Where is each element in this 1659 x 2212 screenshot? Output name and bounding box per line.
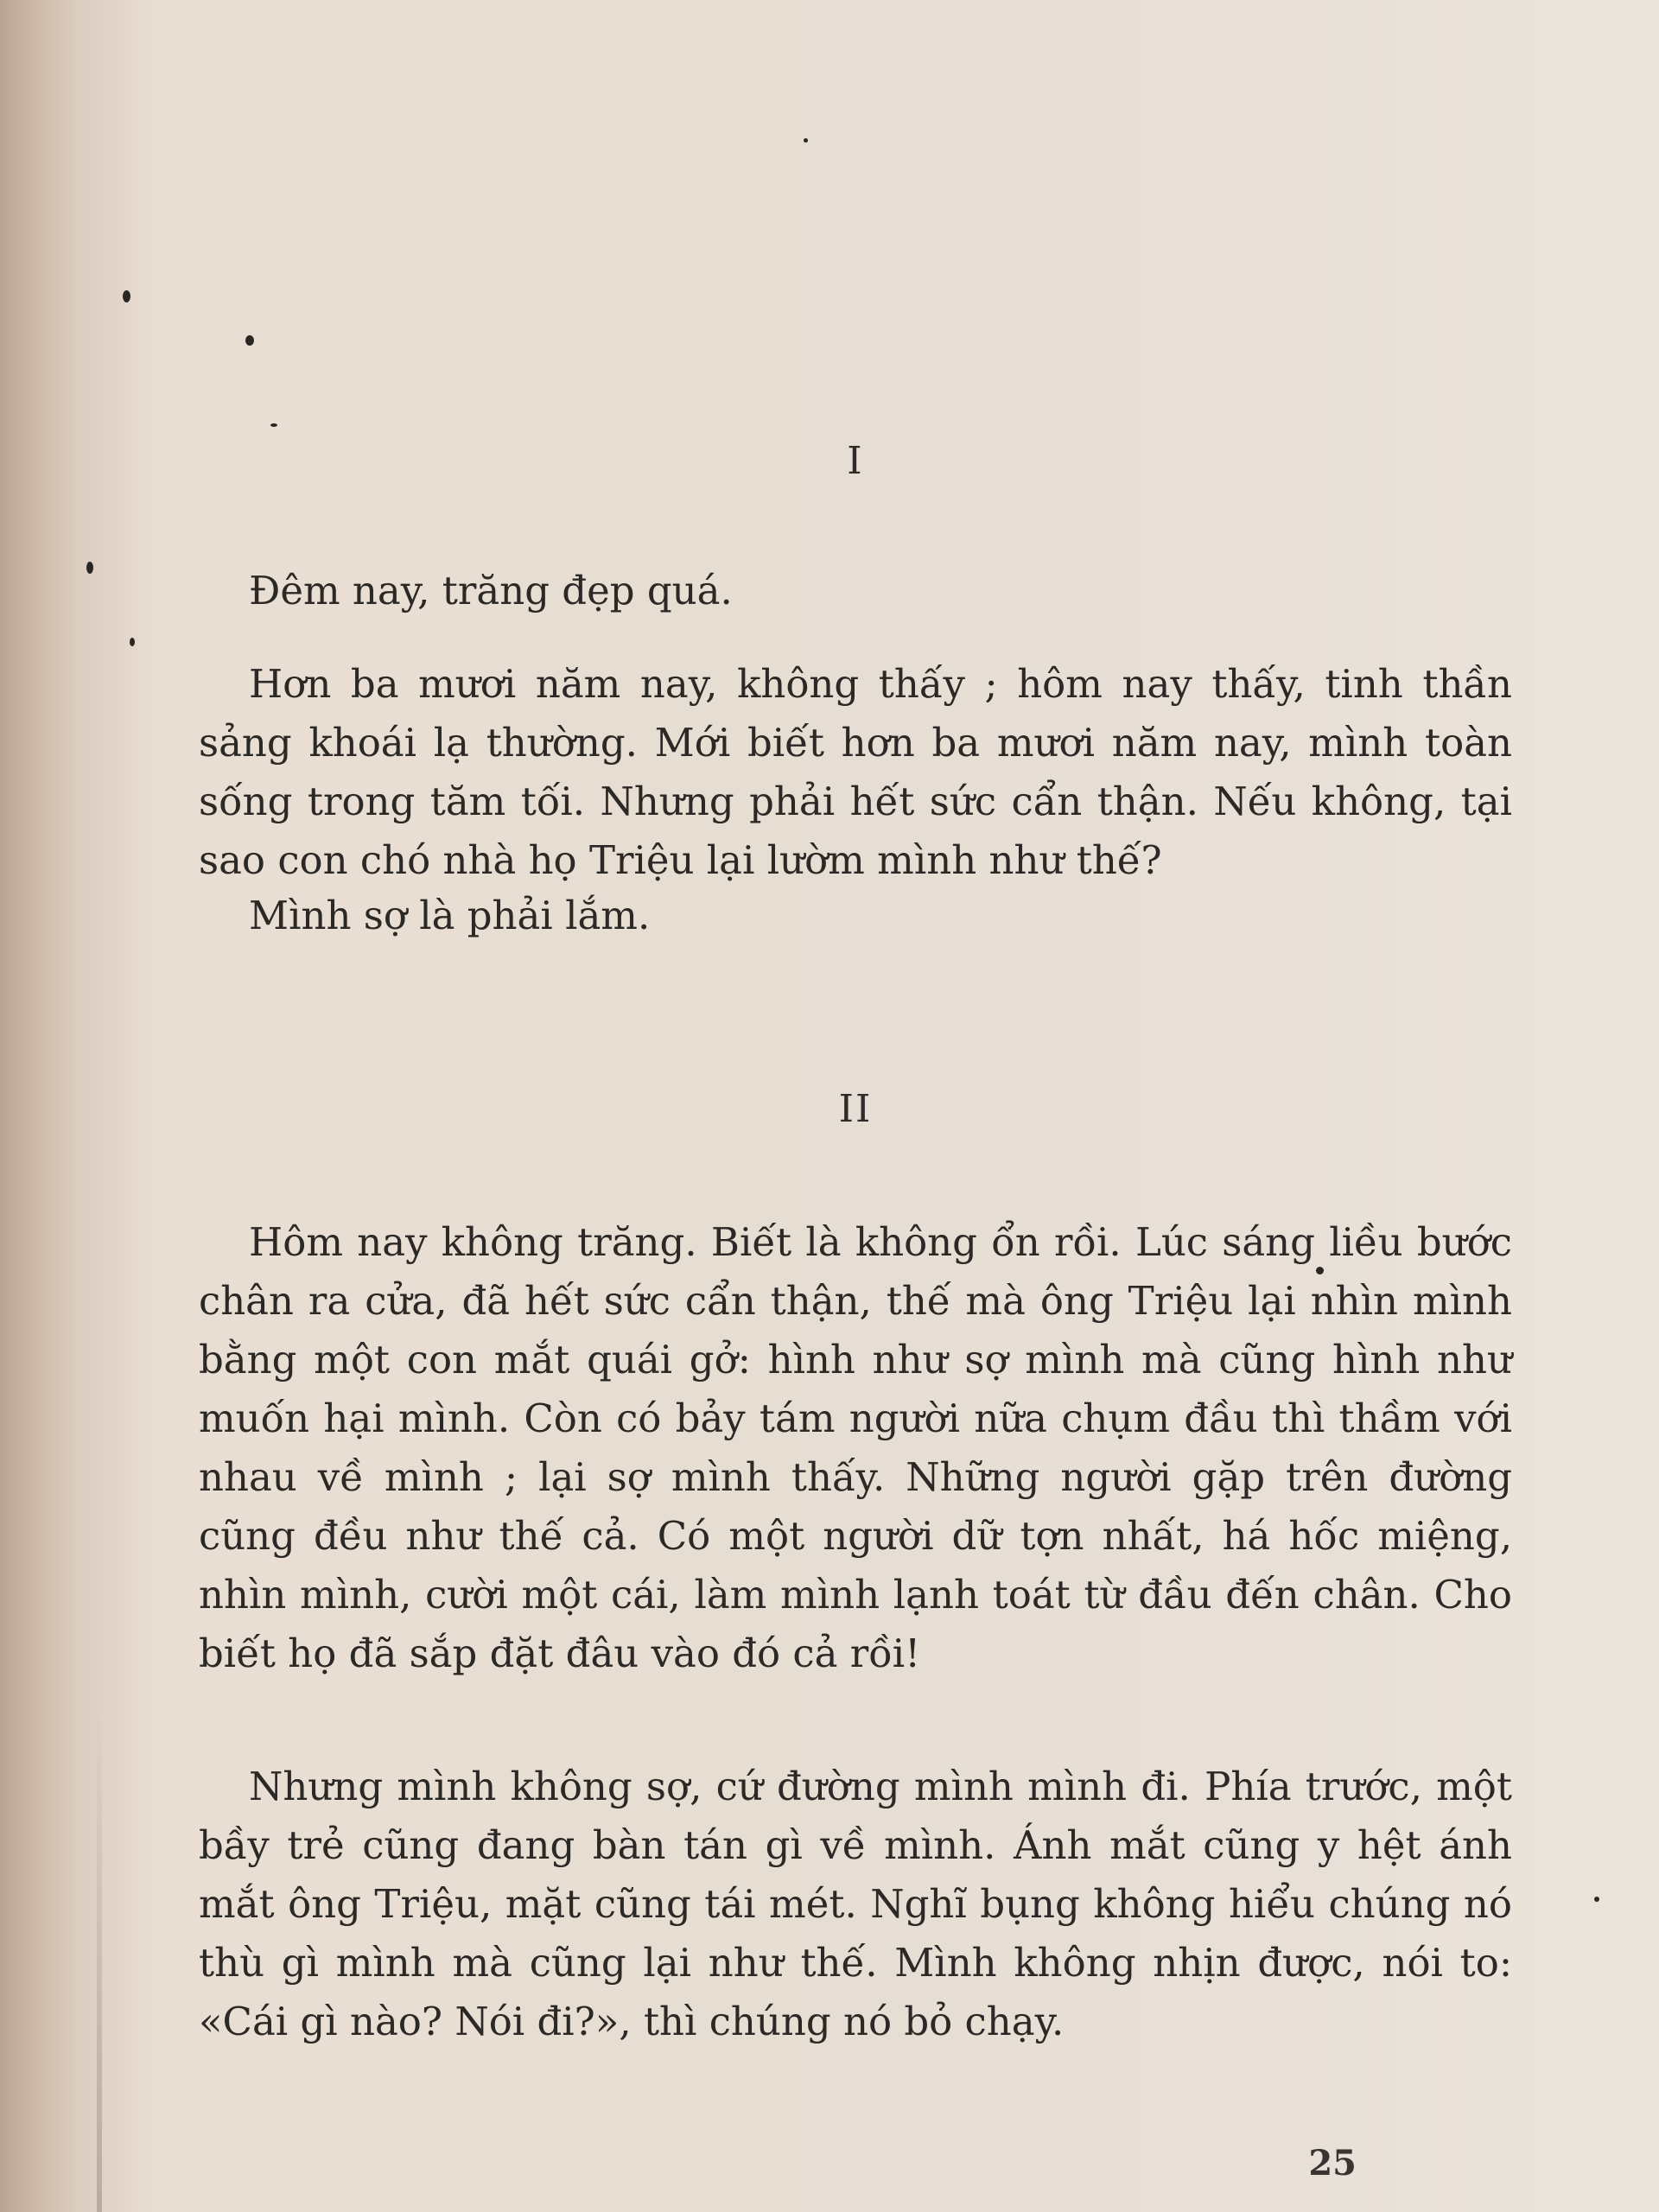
section-heading-1: I: [847, 439, 864, 483]
ink-speck: [86, 562, 93, 574]
book-binding-edge: [97, 1711, 102, 2212]
section-heading-2: II: [838, 1087, 873, 1131]
paragraph: Đêm nay, trăng đẹp quá.: [249, 568, 733, 613]
paragraph: Hôm nay không trăng. Biết là không ổn rồi. Lúc sáng liều bước chân ra cửa, đã hết sức cẩn thận, thế mà ông Triệu lại nhìn mình bằng một con mắt quái gở: hình như sợ mình mà cũng hình như muốn hại mình. Còn có bảy tám người nữa chụm đầu thì thầm với nhau về mình ; lại sợ mình thấy. Những người gặp trên đường cũng đều như thế cả. Có một người dữ tợn nhất, há hốc miệng, nhìn mình, cười một cái, làm mình lạnh toát từ đầu đến chân. Cho biết họ đã sắp đặt đâu vào đó cả rồi!: [199, 1219, 1512, 1676]
ink-speck: [130, 638, 135, 646]
book-spine-shadow: [0, 0, 156, 2212]
page-number: 25: [1308, 2143, 1357, 2183]
book-page: [199, 0, 1512, 2212]
ink-speck: [123, 290, 130, 302]
paragraph: Nhưng mình không sợ, cứ đường mình mình đi. Phía trước, một bầy trẻ cũng đang bàn tán gì về mình. Ánh mắt cũng y hệt ánh mắt ông Triệu, mặt cũng tái mét. Nghĩ bụng không hiểu chúng nó thù gì mình mà cũng lại như thế. Mình không nhịn được, nói to: «Cái gì nào? Nói đi?», thì chúng nó bỏ chạy.: [199, 1764, 1512, 2044]
paragraph: Mình sợ là phải lắm.: [249, 893, 651, 938]
paragraph: Hơn ba mươi năm nay, không thấy ; hôm nay thấy, tinh thần sảng khoái lạ thường. Mới biết hơn ba mươi năm nay, mình toàn sống trong tăm tối. Nhưng phải hết sức cẩn thận. Nếu không, tại sao con chó nhà họ Triệu lại lườm mình như thế?: [199, 661, 1512, 883]
ink-speck: [1594, 1897, 1599, 1902]
